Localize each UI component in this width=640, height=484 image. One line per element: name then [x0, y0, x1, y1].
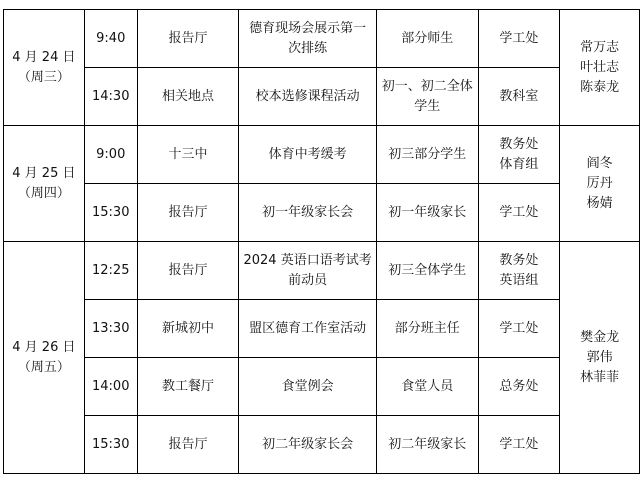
- department-cell: 教务处 体育组: [478, 126, 560, 184]
- participants-cell: 部分师生: [376, 10, 478, 68]
- event-cell: 体育中考缓考: [239, 126, 377, 184]
- staff-name: 叶壮志: [580, 59, 620, 75]
- staff-name: 陈泰龙: [580, 79, 620, 95]
- date-text: 4 月 26 日: [12, 339, 76, 355]
- location-cell: 十三中: [137, 126, 239, 184]
- time-cell: 15:30: [84, 416, 137, 474]
- date-text: 4 月 24 日: [12, 49, 76, 65]
- location-cell: 教工餐厅: [137, 358, 239, 416]
- department-cell: 学工处: [478, 10, 560, 68]
- participants-cell: 部分班主任: [376, 300, 478, 358]
- event-cell: 食堂例会: [239, 358, 377, 416]
- schedule-table: [3, 9, 640, 474]
- weekday-text: （周五）: [17, 359, 70, 375]
- staff-name: 常万志: [580, 39, 620, 55]
- participants-cell: 初一、初二全体学生: [376, 68, 478, 126]
- location-cell: 报告厅: [137, 184, 239, 242]
- time-cell: 13:30: [84, 300, 137, 358]
- staff-cell: [560, 10, 640, 126]
- staff-name: 林菲菲: [580, 369, 620, 385]
- table-row: [4, 358, 640, 416]
- weekday-text: （周四）: [17, 185, 70, 201]
- time-cell: 15:30: [84, 184, 137, 242]
- table-row: [4, 242, 640, 300]
- date-text: 4 月 25 日: [12, 165, 76, 181]
- department-cell: 教科室: [478, 68, 560, 126]
- time-cell: 9:40: [84, 10, 137, 68]
- time-cell: 14:30: [84, 68, 137, 126]
- location-cell: 报告厅: [137, 416, 239, 474]
- staff-name: 杨婧: [586, 195, 613, 211]
- staff-cell: [560, 242, 640, 474]
- event-cell: 盟区德育工作室活动: [239, 300, 377, 358]
- table-row: [4, 300, 640, 358]
- time-cell: 14:00: [84, 358, 137, 416]
- participants-cell: 初三部分学生: [376, 126, 478, 184]
- date-cell: [4, 10, 85, 126]
- event-cell: 德育现场会展示第一次排练: [239, 10, 377, 68]
- weekday-text: （周三）: [17, 69, 70, 85]
- participants-cell: 食堂人员: [376, 358, 478, 416]
- staff-name: 阎冬: [586, 155, 613, 171]
- table-row: [4, 184, 640, 242]
- staff-name: 郭伟: [586, 349, 613, 365]
- location-cell: 新城初中: [137, 300, 239, 358]
- event-cell: 初二年级家长会: [239, 416, 377, 474]
- location-cell: 报告厅: [137, 242, 239, 300]
- date-cell: [4, 126, 85, 242]
- table-row: [4, 10, 640, 68]
- department-cell: 学工处: [478, 184, 560, 242]
- staff-name: 厉丹: [586, 175, 613, 191]
- department-cell: 学工处: [478, 300, 560, 358]
- table-row: [4, 68, 640, 126]
- event-cell: 2024 英语口语考试考前动员: [239, 242, 377, 300]
- participants-cell: 初一年级家长: [376, 184, 478, 242]
- table-row: [4, 126, 640, 184]
- department-cell: 教务处 英语组: [478, 242, 560, 300]
- location-cell: 报告厅: [137, 10, 239, 68]
- time-cell: 12:25: [84, 242, 137, 300]
- staff-name: 樊金龙: [580, 329, 620, 345]
- department-cell: 学工处: [478, 416, 560, 474]
- time-cell: 9:00: [84, 126, 137, 184]
- event-cell: 校本选修课程活动: [239, 68, 377, 126]
- location-cell: 相关地点: [137, 68, 239, 126]
- department-cell: 总务处: [478, 358, 560, 416]
- staff-cell: [560, 126, 640, 242]
- date-cell: [4, 242, 85, 474]
- event-cell: 初一年级家长会: [239, 184, 377, 242]
- table-row: [4, 416, 640, 474]
- participants-cell: 初二年级家长: [376, 416, 478, 474]
- participants-cell: 初三全体学生: [376, 242, 478, 300]
